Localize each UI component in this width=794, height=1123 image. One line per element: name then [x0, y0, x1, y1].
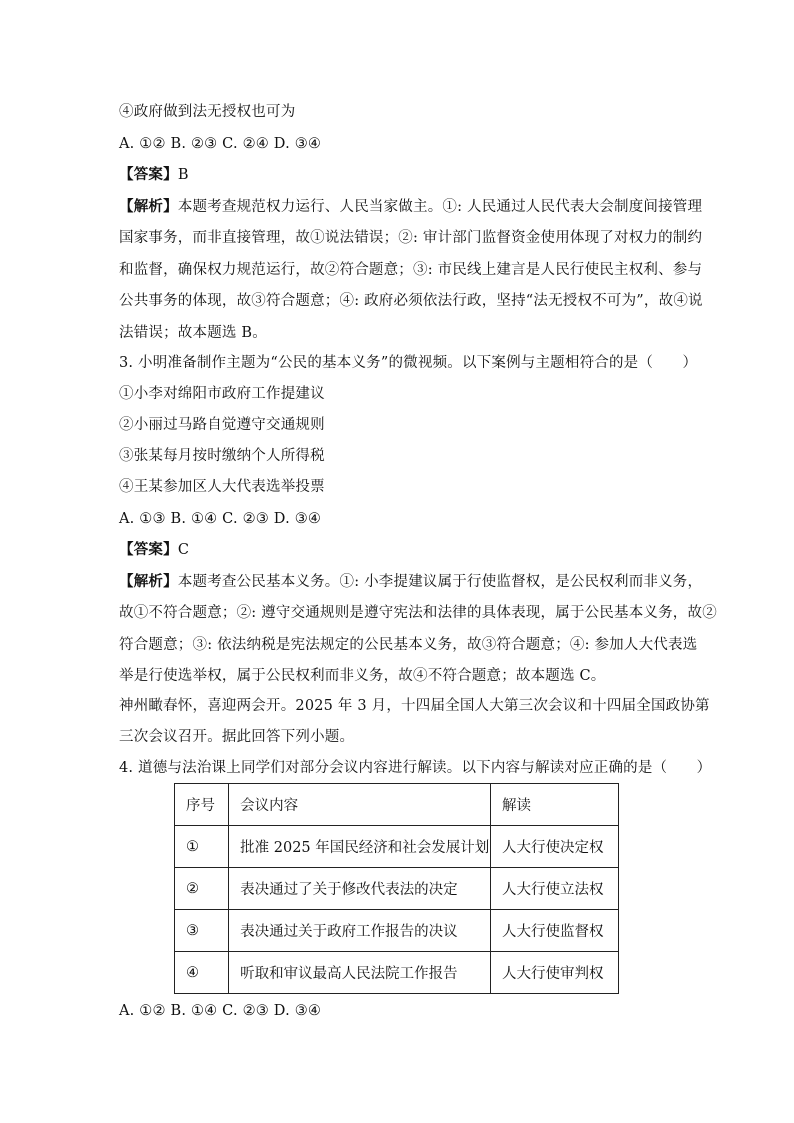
answer-value: B: [177, 167, 189, 183]
table-cell: 人大行使决定权: [491, 826, 619, 868]
table-row: [175, 952, 619, 994]
table-cell: ④: [175, 952, 229, 994]
question-3-option: ②小丽过马路自觉遵守交通规则: [119, 417, 325, 433]
table-row: [175, 910, 619, 952]
answer-value: C: [177, 542, 190, 558]
analysis-text: 本题考查公民基本义务。①: 小李提建议属于行使监督权，是公民权利而非义务，: [177, 574, 703, 590]
table-header-row: [175, 784, 619, 826]
table-cell: ①: [175, 826, 229, 868]
analysis-line: 国家事务，而非直接管理，故①说法错误；②: 审计部门监督资金使用体现了对权力的制约: [119, 230, 703, 246]
table-cell: 人大行使监督权: [491, 910, 619, 952]
table-cell: 表决通过了关于修改代表法的决定: [229, 868, 491, 910]
analysis-line: 故①不符合题意；②: 遵守交通规则是遵守宪法和法律的具体表现，属于公民基本义务，故②: [119, 605, 717, 621]
table-cell: ②: [175, 868, 229, 910]
analysis-line: 符合题意；③: 依法纳税是宪法规定的公民基本义务，故③符合题意；④: 参加人大代表选: [119, 637, 698, 653]
answer-choices-q2: A. ①② B. ②③ C. ②④ D. ③④: [119, 136, 322, 152]
meeting-content-table: [174, 783, 619, 994]
table-cell: 人大行使审判权: [491, 952, 619, 994]
table-row: [175, 826, 619, 868]
question-3-stem: 3. 小明准备制作主题为“公民的基本义务”的微视频。以下案例与主题相符合的是（ ）: [119, 355, 698, 371]
context-paragraph: 神州瞰春怀，喜迎两会开。2025 年 3 月，十四届全国人大第三次会议和十四届全国政协第: [119, 698, 710, 714]
answer-tag: 【答案】: [119, 541, 178, 558]
answer-line-q3: [119, 541, 189, 559]
question-3-option: ③张某每月按时缴纳个人所得税: [119, 448, 325, 464]
analysis-line: 法错误；故本题选 B。: [119, 325, 267, 341]
table-row: [175, 868, 619, 910]
question-4-stem: 4. 道德与法治课上同学们对部分会议内容进行解读。以下内容与解读对应正确的是（ ）: [119, 760, 712, 776]
table-cell: 听取和审议最高人民法院工作报告: [229, 952, 491, 994]
analysis-line: 举是行使选举权，属于公民权利而非义务，故④不符合题意；故本题选 C。: [119, 668, 606, 684]
table-header-cell: 会议内容: [229, 784, 491, 826]
table-header-cell: 解读: [491, 784, 619, 826]
analysis-tag: 【解析】: [119, 573, 178, 590]
context-paragraph: 三次会议召开。据此回答下列小题。: [119, 729, 355, 745]
table-cell: 批准 2025 年国民经济和社会发展计划: [229, 826, 491, 868]
answer-choices-q3: A. ①③ B. ①④ C. ②③ D. ③④: [119, 511, 322, 527]
analysis-text: 本题考查规范权力运行、人民当家做主。①: 人民通过人民代表大会制度间接管理: [177, 199, 703, 215]
analysis-line: 公共事务的体现，故③符合题意；④: 政府必须依法行政，坚持“法无授权不可为”，故④说: [119, 293, 703, 309]
table-header-cell: 序号: [175, 784, 229, 826]
question-3-option: ④王某参加区人大代表选举投票: [119, 479, 325, 495]
answer-choices-q4: A. ①② B. ①④ C. ②③ D. ③④: [119, 1003, 322, 1019]
question-3-option: ①小李对绵阳市政府工作提建议: [119, 386, 325, 402]
table-cell: ③: [175, 910, 229, 952]
analysis-line-q2: [119, 198, 702, 216]
table-cell: 表决通过关于政府工作报告的决议: [229, 910, 491, 952]
option-4-line: ④政府做到法无授权也可为: [119, 104, 296, 120]
answer-tag: 【答案】: [119, 166, 178, 183]
analysis-tag: 【解析】: [119, 198, 178, 215]
table-cell: 人大行使立法权: [491, 868, 619, 910]
answer-line-q2: [119, 166, 189, 184]
analysis-line-q3: [119, 573, 702, 591]
analysis-line: 和监督，确保权力规范运行，故②符合题意；③: 市民线上建言是人民行使民主权利、参与: [119, 262, 703, 278]
